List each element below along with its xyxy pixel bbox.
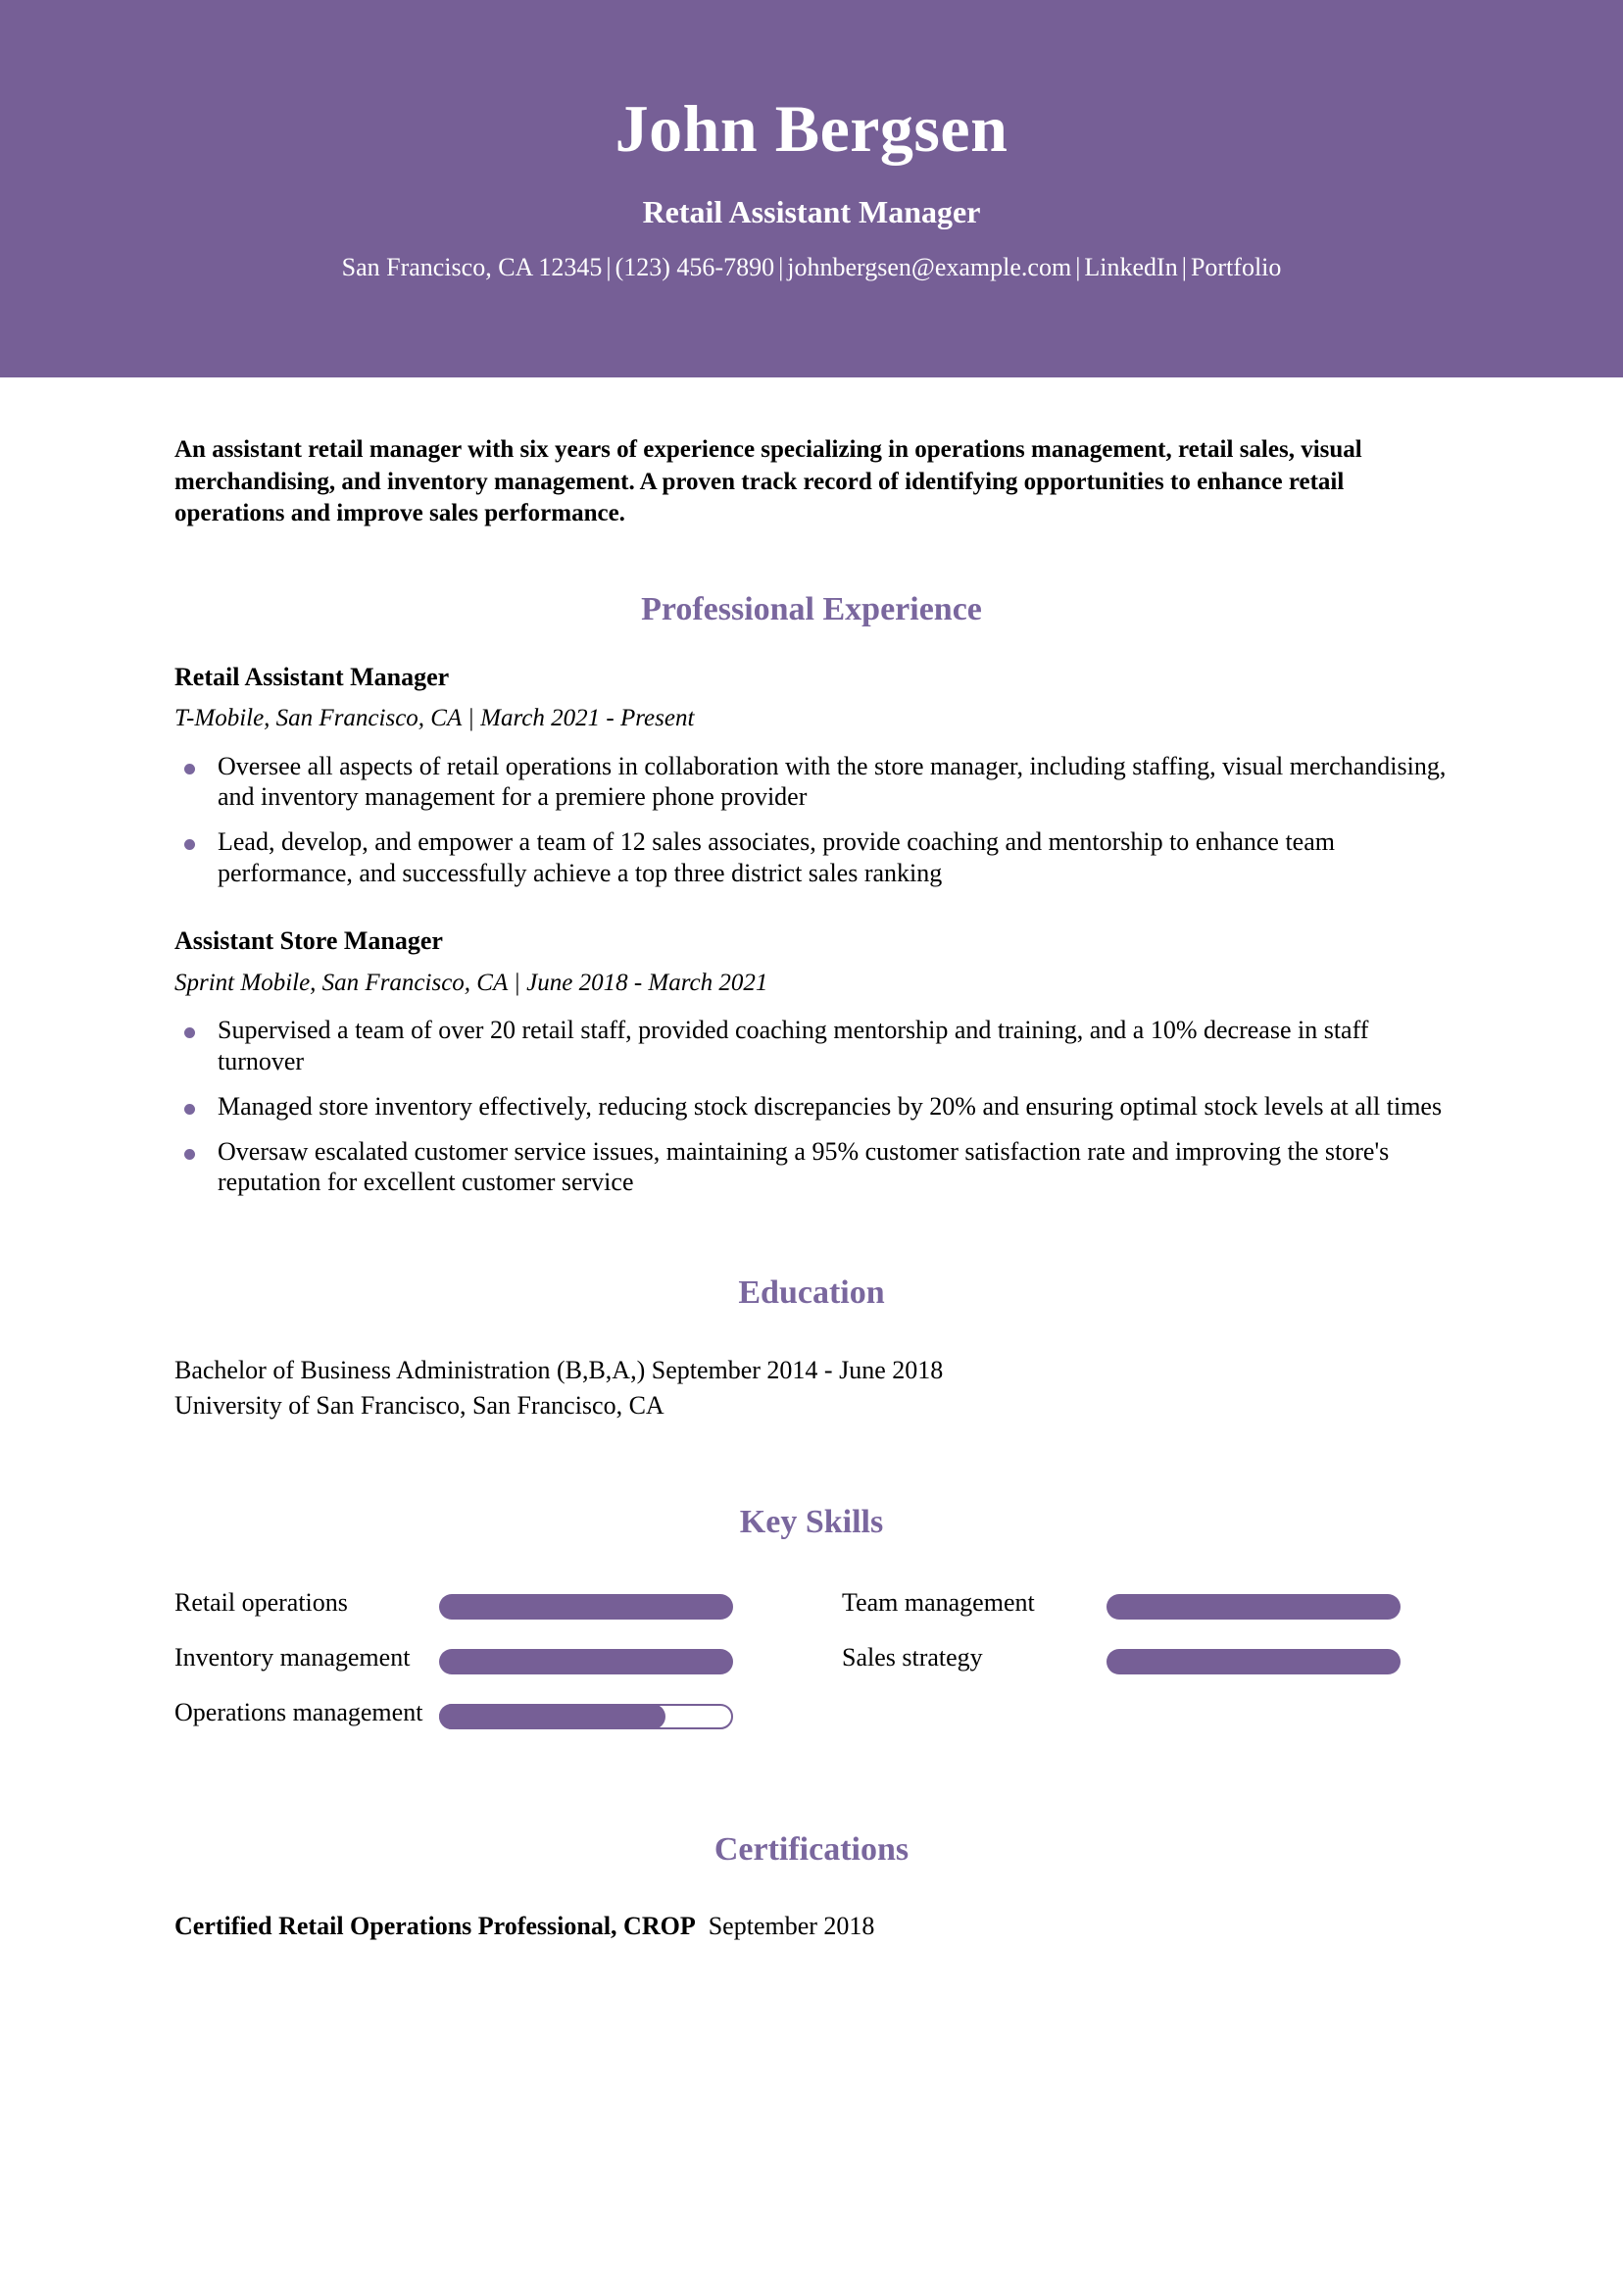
skill-level-bar <box>439 1594 733 1620</box>
experience-entry-0 <box>174 662 1449 889</box>
contact-separator-4: | <box>1181 252 1187 281</box>
skill-label: Operations management <box>174 1697 423 1726</box>
skill-level-bar <box>439 1704 733 1729</box>
section-heading-certifications: Certifications <box>713 1830 910 1868</box>
skill-level-bar <box>1107 1594 1401 1620</box>
skill-label: Retail operations <box>174 1587 348 1617</box>
bullet-dot-icon <box>184 1149 195 1160</box>
skill-item <box>842 1643 1449 1686</box>
skill-level-bar <box>439 1649 733 1674</box>
section-heading-experience: Professional Experience <box>641 590 982 627</box>
contact-linkedin-link[interactable]: LinkedIn <box>1084 252 1178 281</box>
experience-bullet-text: Oversee all aspects of retail operations in collaboration with the store manager, including staffing, visual merchandising, and inventory management for a premiere phone provider <box>218 751 1447 812</box>
bullet-dot-icon <box>184 839 195 850</box>
skill-level-bar <box>1107 1649 1401 1674</box>
contact-email[interactable]: johnbergsen@example.com <box>787 252 1072 281</box>
skill-level-fill <box>439 1649 733 1674</box>
experience-bullet <box>174 1091 1449 1123</box>
experience-bullet-text: Oversaw escalated customer service issues, maintaining a 95% customer satisfaction rate and improving the store's reputation for excellent customer service <box>218 1136 1390 1197</box>
certification-name: Certified Retail Operations Professional, CROP <box>174 1911 696 1940</box>
candidate-name: John Bergsen <box>615 91 1008 166</box>
experience-meta: T-Mobile, San Francisco, CA | March 2021 - Present <box>174 705 695 731</box>
contact-line <box>0 252 1623 282</box>
experience-bullet-list <box>174 751 1449 889</box>
section-heading-skills: Key Skills <box>739 1503 884 1540</box>
contact-portfolio-link[interactable]: Portfolio <box>1190 252 1282 281</box>
resume-body <box>0 434 1623 1943</box>
skill-item <box>174 1588 781 1631</box>
skill-label: Sales strategy <box>842 1642 983 1672</box>
experience-bullet <box>174 751 1449 813</box>
contact-phone: (123) 456-7890 <box>615 252 775 281</box>
skills-grid <box>174 1588 1449 1753</box>
skill-level-fill <box>1107 1594 1401 1620</box>
experience-bullet-list <box>174 1015 1449 1198</box>
contact-separator-3: | <box>1075 252 1081 281</box>
skill-label: Inventory management <box>174 1642 411 1672</box>
education-degree: Bachelor of Business Administration (B,B,A,) September 2014 - June 2018 <box>174 1355 944 1384</box>
section-heading-education: Education <box>738 1273 885 1311</box>
contact-separator-1: | <box>606 252 612 281</box>
bullet-dot-icon <box>184 1104 195 1115</box>
experience-role: Retail Assistant Manager <box>174 662 450 691</box>
bullet-dot-icon <box>184 764 195 774</box>
contact-separator-2: | <box>778 252 784 281</box>
experience-bullet-text: Supervised a team of over 20 retail staff, provided coaching mentorship and training, and a 10% decrease in staff turnover <box>218 1016 1369 1076</box>
skills-right-column <box>842 1588 1449 1753</box>
experience-bullet-text: Managed store inventory effectively, reducing stock discrepancies by 20% and ensuring optimal stock levels at all times <box>218 1091 1443 1121</box>
experience-bullet <box>174 1136 1449 1198</box>
skill-item <box>842 1588 1449 1631</box>
experience-meta: Sprint Mobile, San Francisco, CA | June 2018 - March 2021 <box>174 969 768 996</box>
professional-summary: An assistant retail manager with six years of experience specializing in operations management, retail sales, visual merchandising, and inventory management. A proven track record of identifying opportunities to enhance retail operations and improve sales performance. <box>174 436 1362 526</box>
skills-left-column <box>174 1588 781 1753</box>
experience-entry-1 <box>174 925 1449 1198</box>
candidate-job-title: Retail Assistant Manager <box>642 194 981 230</box>
certification-date: September 2018 <box>708 1911 875 1940</box>
resume-header <box>0 0 1623 377</box>
experience-role: Assistant Store Manager <box>174 926 443 956</box>
skill-level-fill <box>439 1594 733 1620</box>
skill-item <box>174 1643 781 1686</box>
skill-item <box>174 1698 781 1741</box>
experience-bullet <box>174 1015 1449 1076</box>
skill-label: Team management <box>842 1587 1035 1617</box>
skill-level-fill <box>439 1704 665 1729</box>
certification-entry <box>174 1910 1449 1943</box>
skill-level-fill <box>1107 1649 1401 1674</box>
bullet-dot-icon <box>184 1027 195 1038</box>
experience-bullet <box>174 826 1449 888</box>
contact-location: San Francisco, CA 12345 <box>341 252 603 281</box>
experience-bullet-text: Lead, develop, and empower a team of 12 sales associates, provide coaching and mentorship to enhance team performance, and successfully achieve a top three district sales ranking <box>218 826 1335 887</box>
education-school: University of San Francisco, San Francisco, CA <box>174 1390 664 1420</box>
